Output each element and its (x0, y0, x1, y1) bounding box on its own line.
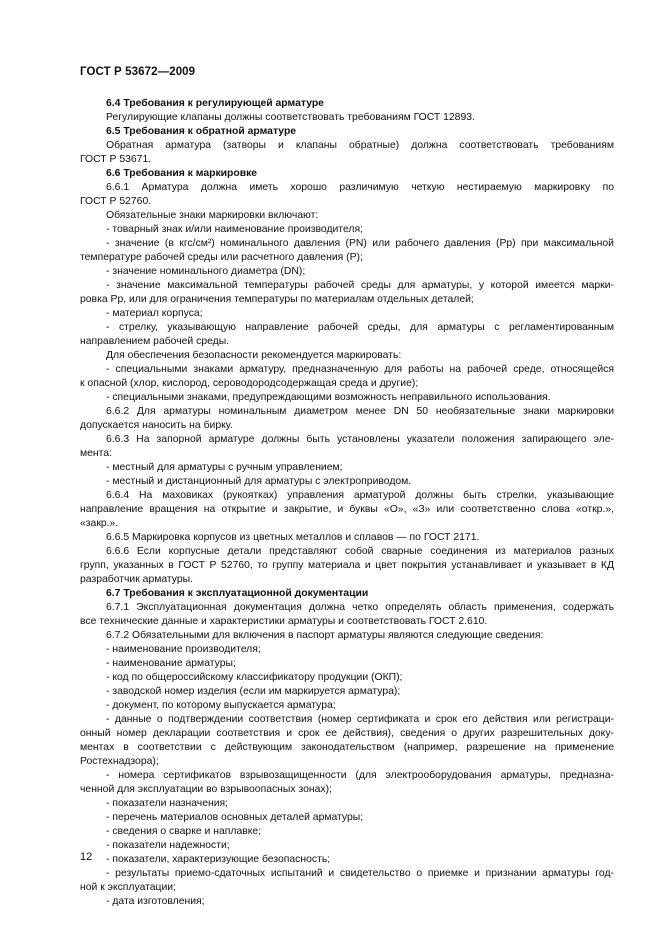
text-line: - значение максимальной температуры рабочей среды для арматуры, у которой имеется марки- (106, 280, 614, 291)
text-line: Ростехнадзора); (80, 756, 159, 767)
text-line: - наименование производителя; (106, 644, 261, 655)
text-line: - значение (в кгс/см²) номинального давления (PN) или рабочего давления (Pp) при максимальной (106, 238, 614, 249)
section-heading: 6.4 Требования к регулирующей арматуре (106, 98, 324, 109)
text-line: - перечень материалов основных деталей арматуры; (106, 812, 364, 823)
text-line: - специальными знаками, предупреждающими возможность неправильного использования. (106, 392, 551, 403)
text-line: Для обеспечения безопасности рекомендуется маркировать: (106, 350, 402, 361)
text-line: - местный для арматуры с ручным управлением; (106, 462, 343, 473)
text-line: - значение номинального диаметра (DN); (106, 266, 306, 277)
text-line: к опасной (хлор, кислород, сероводородсодержащая среда и другие); (80, 378, 419, 389)
text-line: - материал корпуса; (106, 308, 203, 319)
text-line: 6.6.5 Маркировка корпусов из цветных металлов и сплавов — по ГОСТ 2171. (106, 532, 480, 543)
text-line: ментах в соответствии с действующим законодательством (например, разрешение на применение (80, 742, 614, 753)
text-line: все технические данные и характеристики арматуры и соответствовать ГОСТ 2.610. (80, 616, 488, 627)
text-line: температуре рабочей среды или расчетного давления (P); (80, 252, 363, 263)
text-line: - товарный знак и/или наименование производителя; (106, 224, 363, 235)
section-heading: 6.6 Требования к маркировке (106, 168, 258, 179)
text-line: 6.6.6 Если корпусные детали представляют собой сварные соединения из материалов разных (106, 546, 614, 557)
text-line: - сведения о сварке и наплавке; (106, 826, 262, 837)
text-line: ГОСТ Р 52760. (80, 196, 152, 207)
document-header: ГОСТ Р 53672—2009 (80, 66, 196, 78)
text-line: - наименование арматуры; (106, 658, 236, 669)
text-line: Обратная арматура (затворы и клапаны обратные) должна соответствовать требованиям (106, 140, 614, 151)
text-line: - показатели назначения; (106, 798, 229, 809)
text-line: - заводской номер изделия (если им маркируется арматура); (106, 686, 401, 697)
text-line: - результаты приемо-сдаточных испытаний и свидетельство о приемке и признании арматуры год- (106, 868, 614, 879)
text-line: Регулирующие клапаны должны соответствовать требованиям ГОСТ 12893. (106, 112, 475, 123)
text-line: - данные о подтверждении соответствия (номер сертификата и срок его действия или регистраци- (106, 714, 614, 725)
text-line: 6.6.1 Арматура должна иметь хорошо различимую четкую нестираемую маркировку по (106, 182, 614, 193)
text-line: 6.7.2 Обязательными для включения в паспорт арматуры являются следующие сведения: (106, 630, 544, 641)
page-number: 12 (80, 851, 93, 863)
text-line: ровка Pp, или для ограничения температуры по материалам отдельных деталей; (80, 294, 474, 305)
text-line: мента: (80, 448, 112, 459)
text-line: - местный и дистанционный для арматуры с электроприводом. (106, 476, 412, 487)
text-line: - код по общероссийскому классификатору продукции (ОКП); (106, 672, 403, 683)
text-line: 6.7.1 Эксплуатационная документация должна четко определять область применения, содержать (106, 602, 614, 613)
text-line: «закр.». (80, 518, 119, 529)
text-line: 6.6.4 На маховиках (рукоятках) управления арматурой должны быть стрелки, указывающие (106, 490, 614, 501)
text-line: 6.6.2 Для арматуры номинальным диаметром менее DN 50 необязательные знаки маркировки (106, 406, 614, 417)
text-line: - стрелку, указывающую направление рабочей среды, для арматуры с регламентированным (106, 322, 614, 333)
text-line: - документ, по которому выпускается арматура; (106, 700, 336, 711)
text-line: разработчик арматуры. (80, 574, 194, 585)
text-line: - показатели, характеризующие безопасность; (106, 854, 331, 865)
section-heading: 6.5 Требования к обратной арматуре (106, 126, 297, 137)
document-body (80, 97, 614, 909)
text-line: - дата изготовления; (106, 896, 205, 907)
text-line: групп, указанных в ГОСТ Р 52760, то группу материала и цвет покрытия устанавливает и указывает в КД (80, 560, 614, 571)
text-line: направлением рабочей среды. (80, 336, 230, 347)
section-heading: 6.7 Требования к эксплуатационной документации (106, 588, 369, 599)
text-line: ченной для эксплуатации во взрывоопасных зонах); (80, 784, 332, 795)
text-line: направление вращения на открытие и закрытие, и буквы «О», «З» или соответственно слова «откр.», (80, 504, 614, 515)
text-line: онный номер декларации соответствия и срок ее действия), сведения о других разрешительных доку- (80, 728, 614, 739)
text-line: Обязательные знаки маркировки включают: (106, 210, 319, 221)
text-line: допускается наносить на бирку. (80, 420, 233, 431)
text-line: - номера сертификатов взрывозащищенности (для электрооборудования арматуры, предназна- (106, 770, 614, 781)
text-line: ГОСТ Р 53671. (80, 154, 152, 165)
text-line: 6.6.3 На запорной арматуре должны быть установлены указатели положения запирающего эле- (106, 434, 614, 445)
text-line: ной к эксплуатации; (80, 882, 176, 893)
text-line: - специальными знаками арматуру, предназначенную для работы на рабочей среде, относящейся (106, 364, 614, 375)
text-line: - показатели надежности; (106, 840, 230, 851)
